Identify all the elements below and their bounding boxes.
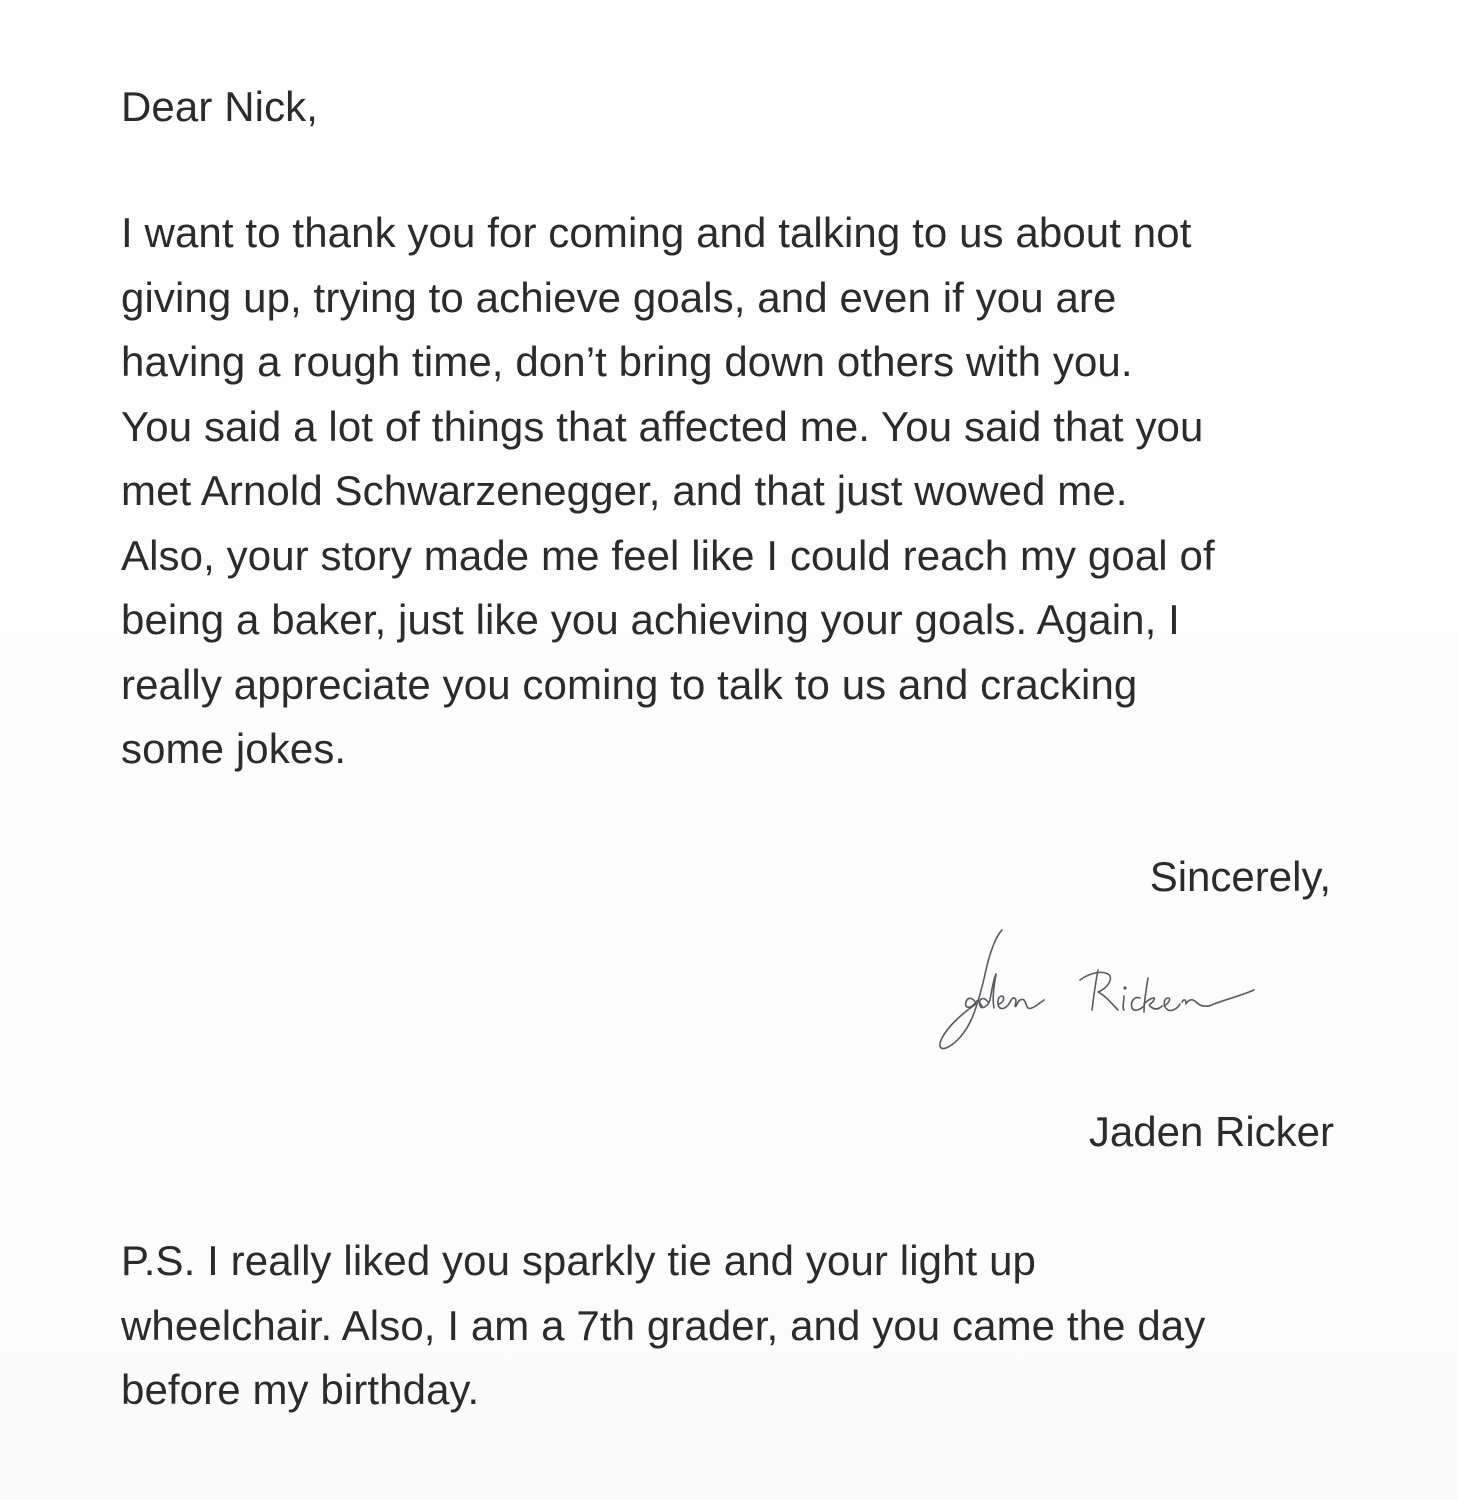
salutation: Dear Nick, bbox=[121, 83, 319, 130]
body-line: really appreciate you coming to talk to us and cracking bbox=[121, 660, 1138, 708]
signer-name: Jaden Ricker bbox=[1088, 1108, 1334, 1155]
body-line: Also, your story made me feel like I could reach my goal of bbox=[121, 531, 1215, 579]
body-line: You said a lot of things that affected me. You said that you bbox=[121, 402, 1204, 450]
postscript-line: P.S. I really liked you sparkly tie and your light up bbox=[121, 1237, 1037, 1284]
body-line: giving up, trying to achieve goals, and even if you are bbox=[121, 273, 1117, 321]
closing: Sincerely, bbox=[1149, 853, 1331, 900]
body-line: some jokes. bbox=[121, 725, 347, 772]
body-paragraph bbox=[121, 201, 1215, 782]
postscript bbox=[121, 1229, 1205, 1423]
body-line: I want to thank you for coming and talking to us about not bbox=[121, 209, 1192, 256]
body-line: met Arnold Schwarzenegger, and that just wowed me. bbox=[121, 467, 1128, 514]
body-line: being a baker, just like you achieving your goals. Again, I bbox=[121, 596, 1180, 643]
handwritten-signature bbox=[928, 918, 1268, 1058]
body-line: having a rough time, don’t bring down others with you. bbox=[121, 338, 1133, 385]
postscript-line: wheelchair. Also, I am a 7th grader, and you came the day bbox=[121, 1301, 1206, 1349]
postscript-line: before my birthday. bbox=[121, 1366, 480, 1413]
